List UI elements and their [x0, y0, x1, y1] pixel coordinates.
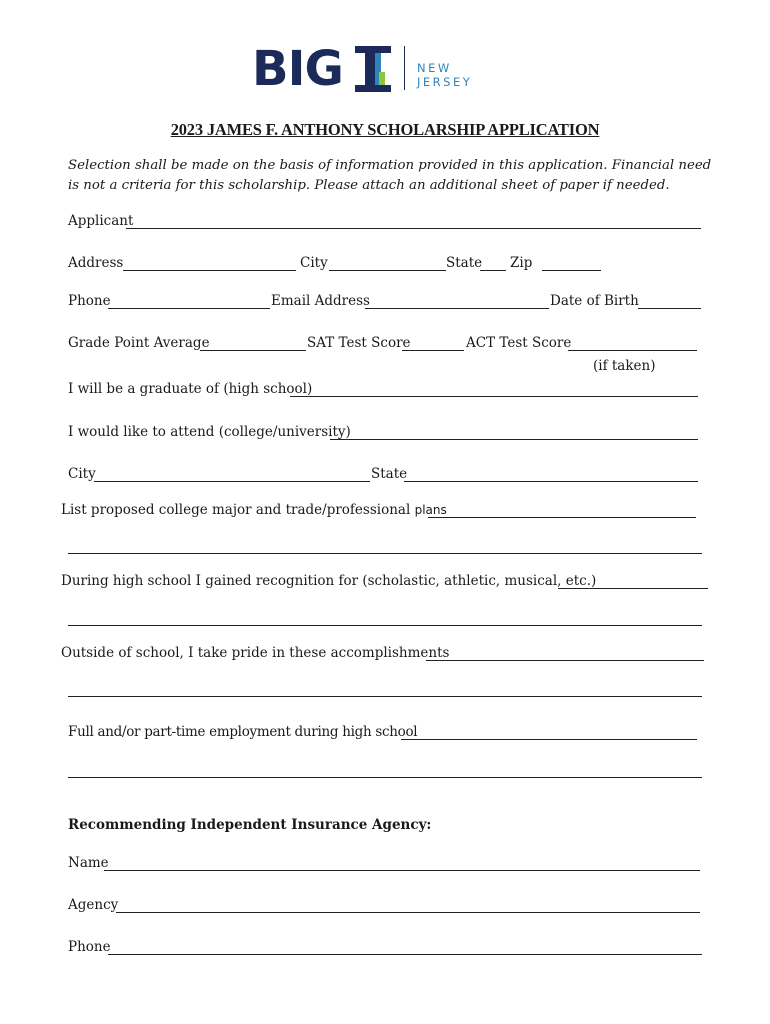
college-state-input-line[interactable] [404, 481, 698, 482]
agency-name-input-line[interactable] [104, 870, 700, 871]
gpa-input-line[interactable] [200, 350, 306, 351]
act-input-line[interactable] [568, 350, 697, 351]
agency-phone-input-line[interactable] [108, 954, 702, 955]
address-label: Address [68, 255, 124, 271]
dob-label: Date of Birth [550, 293, 639, 309]
intro-text: Selection shall be made on the basis of information provided in this application. Financial need is not a criteria for this scholarship. Please attach an additional sheet of paper if needed. [68, 158, 712, 193]
accomplishments-label: Outside of school, I take pride in these accomplishments [61, 645, 450, 661]
applicant-input-line[interactable] [126, 228, 701, 229]
phone-label: Phone [68, 293, 111, 309]
agency-section-heading: Recommending Independent Insurance Agency: [68, 817, 432, 833]
big-i-icon [355, 46, 391, 92]
city-label: City [300, 255, 328, 271]
sat-input-line[interactable] [402, 350, 464, 351]
logo-region: NEW JERSEY [417, 61, 473, 89]
attend-input-line[interactable] [330, 439, 698, 440]
graduate-of-input-line[interactable] [290, 396, 698, 397]
major-plans-input-line-2[interactable] [68, 553, 702, 554]
agency-input-line[interactable] [116, 912, 700, 913]
agency-phone-label: Phone [68, 939, 111, 955]
applicant-label: Applicant [68, 213, 134, 229]
agency-label: Agency [68, 897, 119, 913]
attend-label: I would like to attend (college/university) [68, 424, 351, 440]
state-input-line[interactable] [480, 270, 506, 271]
if-taken-note: (if taken) [593, 358, 656, 374]
logo-wordmark: BIG [252, 41, 343, 97]
recognition-input-line[interactable] [558, 588, 708, 589]
college-city-input-line[interactable] [94, 481, 370, 482]
major-plans-label-end: plans [414, 503, 447, 517]
sat-label: SAT Test Score [307, 335, 411, 351]
major-plans-input-line[interactable] [428, 517, 696, 518]
college-state-label: State [371, 466, 408, 482]
city-input-line[interactable] [329, 270, 446, 271]
employment-input-line[interactable] [401, 739, 697, 740]
email-input-line[interactable] [365, 308, 549, 309]
recognition-input-line-2[interactable] [68, 625, 702, 626]
graduate-of-label: I will be a graduate of (high school) [68, 381, 313, 397]
zip-input-line[interactable] [542, 270, 601, 271]
address-input-line[interactable] [123, 270, 296, 271]
accomplishments-input-line[interactable] [426, 660, 704, 661]
zip-label: Zip [510, 255, 533, 271]
email-label: Email Address [271, 293, 370, 309]
dob-input-line[interactable] [638, 308, 701, 309]
major-plans-label-main: List proposed college major and trade/professional [61, 502, 411, 518]
employment-label: Full and/or part-time employment during high school [68, 724, 418, 740]
employment-input-line-2[interactable] [68, 777, 702, 778]
major-plans-label [61, 502, 447, 518]
college-city-label: City [68, 466, 96, 482]
state-label: State [446, 255, 483, 271]
accomplishments-input-line-2[interactable] [68, 696, 702, 697]
phone-input-line[interactable] [108, 308, 270, 309]
logo-divider [404, 46, 405, 90]
gpa-label: Grade Point Average [68, 335, 210, 351]
recognition-label: During high school I gained recognition for (scholastic, athletic, musical, etc.) [61, 573, 597, 589]
page-title: 2023 JAMES F. ANTHONY SCHOLARSHIP APPLICATION [170, 120, 600, 139]
act-label: ACT Test Score [466, 335, 572, 351]
agency-name-label: Name [68, 855, 109, 871]
